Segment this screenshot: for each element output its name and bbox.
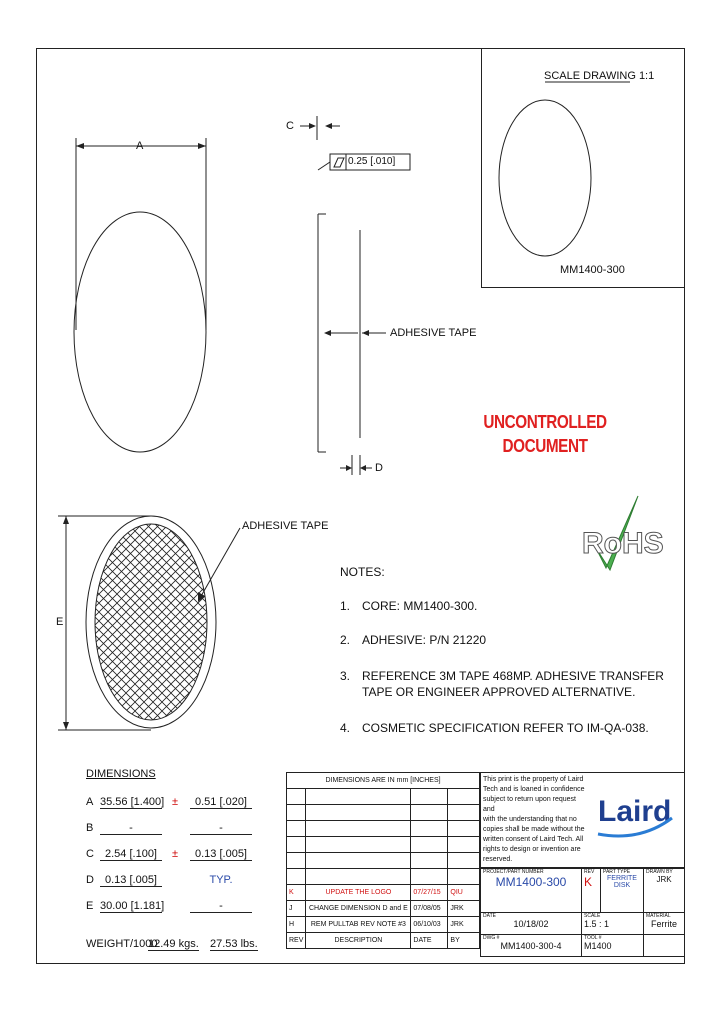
project-label: PROJECT/PART NUMBER (483, 869, 544, 875)
laird-logo: Laird (598, 795, 672, 828)
date-value: 10/18/02 (513, 919, 549, 929)
dim-row-b-value: - (100, 822, 162, 835)
note-1-text: CORE: MM1400-300. (362, 599, 478, 613)
prop-line-6: written consent of Laird Tech. All (483, 836, 584, 843)
prop-line-4: with the understanding that no (483, 816, 577, 823)
dim-row-c-key: C (86, 848, 94, 860)
dim-e-label: E (56, 616, 64, 628)
part-type-label: PART TYPE (603, 869, 631, 875)
note-4-text: COSMETIC SPECIFICATION REFER TO IM-QA-038. (362, 721, 649, 735)
rev-h-by: JRK (448, 917, 480, 933)
weight-lbs: 27.53 lbs. (210, 938, 258, 950)
dim-d-label: D (375, 462, 383, 474)
rev-j-by: JRK (448, 901, 480, 917)
prop-line-8: reserved. (483, 856, 513, 863)
rev-j-date: 07/08/05 (411, 901, 448, 917)
dim-c-label: C (286, 120, 294, 132)
weight-kg: 12.49 kgs. (148, 938, 199, 950)
note-3-text: REFERENCE 3M TAPE 468MP. ADHESIVE TRANSFER (362, 669, 664, 683)
rev-k-by: QIU (448, 885, 480, 901)
notes-title: NOTES: (340, 565, 385, 579)
stamp-line-2: DOCUMENT (502, 436, 588, 456)
note-3-num: 3. (340, 669, 351, 683)
scale-label: SCALE (584, 913, 601, 919)
dim-row-a-key: A (86, 796, 94, 808)
rev-j-desc: CHANGE DIMENSION D and E (306, 901, 411, 917)
prop-line-1: This print is the property of Laird (483, 776, 584, 783)
units-note: DIMENSIONS ARE IN mm [INCHES] (287, 773, 480, 789)
dwg-value: MM1400-300-4 (500, 941, 562, 951)
dim-row-b-tol: - (190, 822, 252, 835)
flatness-value: 0.25 [.010] (348, 156, 396, 167)
rev-k-desc: UPDATE THE LOGO (306, 885, 411, 901)
rev-label: REV (584, 869, 595, 875)
tool-value: M1400 (584, 941, 612, 951)
dim-row-c-value: 2.54 [.100] (100, 848, 162, 861)
rev-header-date: DATE (411, 933, 448, 949)
note-2-num: 2. (340, 633, 351, 647)
dimensions-title: DIMENSIONS (86, 768, 156, 780)
dim-row-d-tol: TYP. (209, 874, 233, 886)
rev-h: H (287, 917, 306, 933)
dim-row-c-pm: ± (172, 848, 179, 860)
rev-h-date: 06/10/03 (411, 917, 448, 933)
note-1-num: 1. (340, 599, 351, 613)
dim-row-a-value: 35.56 [1.400] (100, 796, 165, 808)
scale-value: 1.5 : 1 (584, 919, 610, 929)
disk-bottom-inner (95, 524, 207, 720)
uncontrolled-stamp (481, 410, 609, 458)
material-label: MATERIAL (646, 913, 671, 919)
project-number: MM1400-300 (495, 875, 567, 889)
dwg-label: DWG # (483, 935, 500, 941)
prop-line-3: subject to return upon request and (483, 796, 577, 813)
rev-header-desc: DESCRIPTION (306, 933, 411, 949)
dim-row-a-pm: ± (172, 796, 179, 808)
rev-h-desc: REM PULLTAB REV NOTE #3 (306, 917, 411, 933)
scale-drawing-title: SCALE DRAWING 1:1 (544, 70, 655, 82)
adhesive-tape-label-2: ADHESIVE TAPE (242, 520, 329, 532)
proprietary-notice (483, 775, 587, 865)
material-value: Ferrite (650, 919, 677, 929)
dim-row-e-tol: - (190, 900, 252, 913)
tool-label: TOOL # (584, 935, 602, 941)
dim-row-e-key: E (86, 900, 94, 912)
rev-value: K (584, 875, 593, 889)
prop-line-7: rights to design or invention are (483, 846, 581, 853)
rohs-mark: RoHS (582, 527, 664, 560)
disk-top-view (74, 212, 206, 452)
rev-k-date: 07/27/15 (411, 885, 448, 901)
dim-row-d-value: 0.13 [.005] (100, 874, 162, 887)
dim-row-c-tol: 0.13 [.005] (190, 848, 252, 861)
dim-row-e-value: 30.00 [1.181] (100, 900, 165, 912)
dim-row-a-tol: 0.51 [.020] (190, 796, 252, 809)
scale-drawing-part: MM1400-300 (560, 264, 625, 276)
revision-table (286, 772, 480, 949)
rev-header-by: BY (448, 933, 480, 949)
drawn-label: DRAWN BY (646, 869, 673, 875)
dim-row-b-key: B (86, 822, 94, 834)
dim-a-label: A (136, 140, 144, 152)
date-label: DATE (483, 913, 496, 919)
note-3-text-2: TAPE OR ENGINEER APPROVED ALTERNATIVE. (362, 685, 636, 699)
note-2-text: ADHESIVE: P/N 21220 (362, 633, 487, 647)
dim-row-d-key: D (86, 874, 94, 886)
drawn-value: JRK (656, 875, 672, 884)
rev-header-rev: REV (287, 933, 306, 949)
note-4-num: 4. (340, 721, 351, 735)
stamp-line-1: UNCONTROLLED (483, 412, 607, 432)
rev-k: K (287, 885, 306, 901)
prop-line-2: Tech and is loaned in confidence (483, 786, 585, 793)
prop-line-5: copies shall be made without the (483, 826, 585, 833)
adhesive-tape-label: ADHESIVE TAPE (390, 327, 477, 339)
rev-j: J (287, 901, 306, 917)
weight-label: WEIGHT/1000 (86, 938, 158, 950)
title-table (480, 868, 685, 957)
scale-drawing-box (481, 48, 685, 288)
part-type-value: FERRITE DISK (607, 875, 637, 889)
